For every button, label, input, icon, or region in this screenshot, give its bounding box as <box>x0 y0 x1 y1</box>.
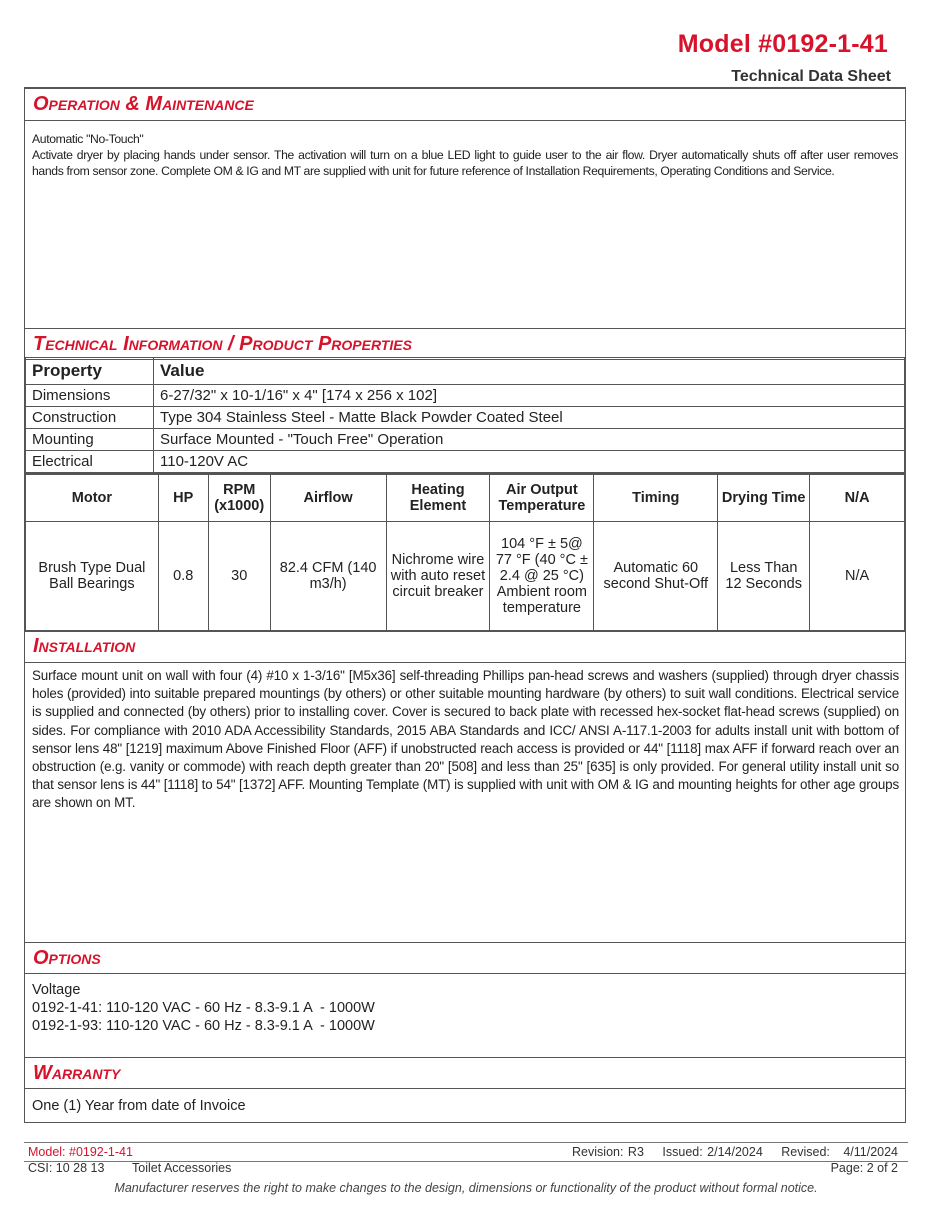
options-body <box>32 981 375 1035</box>
property-table <box>25 357 905 473</box>
spec-header: Motor <box>26 474 159 522</box>
spec-value: Automatic 60 second Shut-Off <box>594 522 718 632</box>
spec-header: Air Output Temperature <box>490 474 594 522</box>
spec-value: 82.4 CFM (140 m3/h) <box>270 522 386 632</box>
spec-table <box>25 473 905 632</box>
sheet-subtitle: Technical Data Sheet <box>731 68 891 85</box>
footer-revision-info <box>558 1143 898 1161</box>
options-line: 0192-1-41: 110-120 VAC - 60 Hz - 8.3-9.1 A - 1000W <box>32 1000 375 1016</box>
options-line: 0192-1-93: 110-120 VAC - 60 Hz - 8.3-9.1 A - 1000W <box>32 1018 375 1034</box>
warranty-body: One (1) Year from date of Invoice <box>32 1098 246 1114</box>
operation-body <box>32 131 898 179</box>
footer-page: Page: 2 of 2 <box>830 1161 898 1175</box>
property-cell: Electrical <box>26 451 154 473</box>
spec-value-row <box>26 522 905 632</box>
spec-header: Heating Element <box>386 474 490 522</box>
value-header: Value <box>154 358 905 385</box>
table-row <box>26 385 905 407</box>
spec-value: Brush Type Dual Ball Bearings <box>26 522 159 632</box>
spec-value: N/A <box>810 522 905 632</box>
operation-line1: Automatic "No-Touch" <box>32 132 144 146</box>
footer-line-2 <box>24 1160 908 1176</box>
value-cell: Surface Mounted - "Touch Free" Operation <box>154 429 905 451</box>
installation-heading: Installation <box>25 631 905 663</box>
spec-header: RPM (x1000) <box>208 474 270 522</box>
property-header: Property <box>26 358 154 385</box>
spec-header: HP <box>158 474 208 522</box>
footer-model: Model: #0192-1-41 <box>28 1145 133 1159</box>
operation-heading: Operation & Maintenance <box>25 89 905 121</box>
installation-body: Surface mount unit on wall with four (4) #10 x 1-3/16" [M5x36] self-threading Phillips pan-head screws and washers (supplied) through dryer chassis holes (provided) into suitable prepared mountings (by others) or other suitable mounting hardware (by others) to suit wall conditions. Electrical service is supplied and connected (by others) prior to installing cover. Cover is secured to back plate with recessed hex-socket flat-head screws (supplied) on sides. For compliance with 2010 ADA Accessibility Standards, 2015 ABA Standards and ICC/ ANSI A-117.1-2003 for adults install unit with bottom of sensor lens 48" [1219] maximum Above Finished Floor (AFF) if unobstructed reach access is provided or 44" [1118] max AFF if forward reach over an obstruction (e.g. vanity or commode) with reach depth greater than 20" [508] and less than 25" [635] is only provided. For general utility install unit so that sensor lens is 44" [1118] to 54" [1372] AFF. Mounting Template (MT) is supplied with unit with OM & IG and mounting heights for other age groups are shown on MT. <box>32 668 899 811</box>
model-title: Model #0192-1-41 <box>677 30 888 58</box>
property-cell: Dimensions <box>26 385 154 407</box>
property-table-header <box>26 358 905 385</box>
spec-value: 30 <box>208 522 270 632</box>
spec-header: Drying Time <box>718 474 810 522</box>
footer-csi: CSI: 10 28 13 <box>28 1161 105 1175</box>
property-cell: Mounting <box>26 429 154 451</box>
options-heading: Options <box>25 942 905 974</box>
table-row <box>26 451 905 473</box>
footer-notice: Manufacturer reserves the right to make changes to the design, dimensions or functionality of the product without formal notice. <box>114 1181 818 1195</box>
spec-header: N/A <box>810 474 905 522</box>
footer-line-1 <box>24 1142 908 1162</box>
spec-header-row <box>26 474 905 522</box>
datasheet-frame <box>24 87 906 1123</box>
warranty-heading: Warranty <box>25 1057 905 1089</box>
technical-heading: Technical Information / Product Properties <box>25 328 905 360</box>
spec-header: Timing <box>594 474 718 522</box>
value-cell: 110-120V AC <box>154 451 905 473</box>
spec-value: Nichrome wire with auto reset circuit breaker <box>386 522 490 632</box>
value-cell: Type 304 Stainless Steel - Matte Black Powder Coated Steel <box>154 407 905 429</box>
footer-issued: Issued: 2/14/2024 <box>662 1145 763 1159</box>
spec-value: 104 °F ± 5@ 77 °F (40 °C ± 2.4 @ 25 °C) Ambient room temperature <box>490 522 594 632</box>
footer-category: Toilet Accessories <box>132 1161 232 1175</box>
table-row <box>26 407 905 429</box>
spec-header: Airflow <box>270 474 386 522</box>
operation-text: Activate dryer by placing hands under sensor. The activation will turn on a blue LED light to guide user to the air flow. Dryer automatically shuts off after user removes hands from sensor zone. Complete OM & IG and MT are supplied with unit for future reference of Installation Requirements, Operating Conditions and Service. <box>32 148 898 178</box>
spec-value: Less Than 12 Seconds <box>718 522 810 632</box>
footer-revision: Revision: R3 <box>572 1145 644 1159</box>
property-cell: Construction <box>26 407 154 429</box>
spec-value: 0.8 <box>158 522 208 632</box>
footer-revised: Revised: 4/11/2024 <box>781 1145 898 1159</box>
value-cell: 6-27/32" x 10-1/16" x 4" [174 x 256 x 102] <box>154 385 905 407</box>
table-row <box>26 429 905 451</box>
options-line: Voltage <box>32 982 81 998</box>
